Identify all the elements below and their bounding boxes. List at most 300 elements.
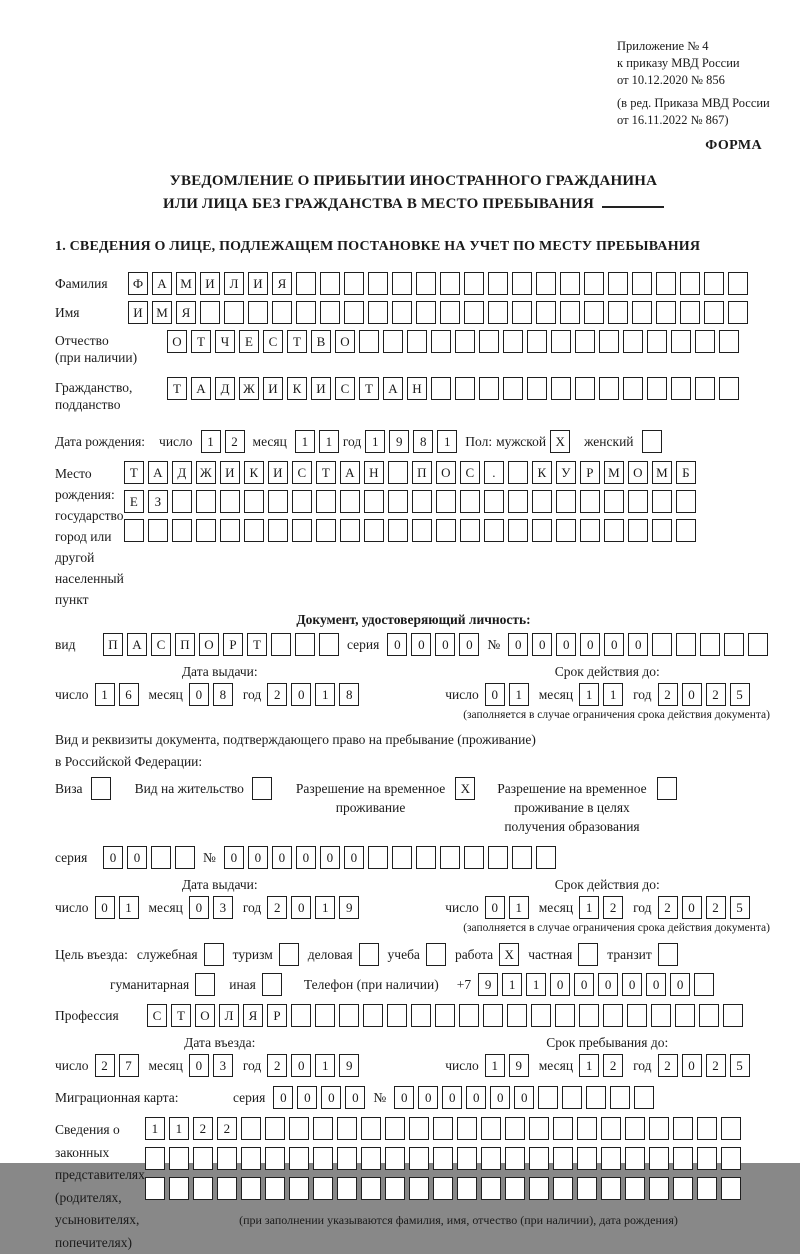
form-cell: 0	[291, 683, 311, 706]
option-temp-residence-education-label	[497, 777, 646, 836]
residence-series-cells	[103, 846, 195, 869]
residence-permit-checkbox	[252, 777, 272, 800]
form-cell	[244, 490, 264, 513]
form-cell	[241, 1117, 261, 1140]
form-cell: 1	[315, 1054, 335, 1077]
form-cell	[529, 1147, 549, 1170]
year-label: год	[633, 683, 651, 707]
phone-prefix: +7	[457, 973, 471, 997]
form-cell: 9	[509, 1054, 529, 1077]
form-cell: 0	[550, 973, 570, 996]
form-cell	[536, 846, 556, 869]
form-cell: А	[148, 461, 168, 484]
form-cell	[193, 1147, 213, 1170]
migration-series-cells	[273, 1086, 365, 1109]
form-cell	[488, 846, 508, 869]
form-cell: 0	[485, 896, 505, 919]
form-cell: В	[311, 330, 331, 353]
form-cell: О	[628, 461, 648, 484]
form-cell: 0	[508, 633, 528, 656]
form-cell	[673, 1117, 693, 1140]
doc-series-cells	[387, 633, 479, 656]
label-line: Разрешение на временное	[296, 779, 445, 798]
form-cell	[671, 330, 691, 353]
title-underline-blank	[602, 192, 664, 208]
form-cell	[244, 519, 264, 542]
form-cell	[634, 1086, 654, 1109]
form-cell	[601, 1117, 621, 1140]
identity-doc-dates	[55, 683, 772, 707]
purpose-label: Цель въезда:	[55, 943, 128, 967]
female-label: женский	[584, 430, 633, 454]
form-cell	[175, 846, 195, 869]
residence-date-headings	[55, 877, 772, 893]
form-cell	[512, 846, 532, 869]
form-cell: 0	[442, 1086, 462, 1109]
form-cell: С	[292, 461, 312, 484]
option-label: служебная	[137, 943, 198, 967]
form-cell	[361, 1147, 381, 1170]
form-cell	[436, 490, 456, 513]
form-cell: А	[191, 377, 211, 400]
issue-date-group	[55, 683, 359, 707]
birth-year-cells	[365, 430, 457, 453]
form-cell	[649, 1117, 669, 1140]
form-cell	[361, 1117, 381, 1140]
form-cell	[608, 272, 628, 295]
form-cell	[319, 633, 339, 656]
form-cell: 2	[193, 1117, 213, 1140]
label-line: Разрешение на временное	[497, 779, 646, 798]
month-label: месяц	[149, 683, 183, 707]
form-cell	[315, 1004, 335, 1027]
form-cell	[220, 490, 240, 513]
form-cell	[433, 1147, 453, 1170]
form-cell	[503, 377, 523, 400]
form-cell	[464, 272, 484, 295]
patronymic-row	[55, 330, 772, 372]
form-cell: 0	[189, 683, 209, 706]
form-cell	[556, 519, 576, 542]
form-cell	[697, 1147, 717, 1170]
form-cell	[292, 490, 312, 513]
option-other	[229, 973, 282, 997]
form-cell	[652, 490, 672, 513]
patronymic-label-line: Отчество	[55, 332, 167, 349]
form-cell: 0	[189, 896, 209, 919]
form-cell	[416, 272, 436, 295]
form-cell: Р	[580, 461, 600, 484]
month-label: месяц	[539, 1054, 573, 1078]
form-cell: 0	[604, 633, 624, 656]
year-label: год	[633, 1054, 651, 1078]
form-cell: Н	[364, 461, 384, 484]
entry-date-headings	[55, 1035, 772, 1051]
form-cell	[536, 301, 556, 324]
form-cell	[339, 1004, 359, 1027]
citizenship-label-line: подданство	[55, 396, 167, 413]
form-cell	[392, 272, 412, 295]
identity-doc-row	[55, 633, 772, 657]
year-label: год	[243, 896, 261, 920]
expiry-note: (заполняется в случае ограничения срока действия документа)	[55, 709, 772, 721]
surname-row	[55, 272, 772, 296]
issue-day-cells	[95, 896, 139, 919]
private-checkbox	[578, 943, 598, 966]
purpose-row2	[55, 973, 772, 997]
form-cell	[268, 519, 288, 542]
form-cell	[529, 1177, 549, 1200]
form-cell	[457, 1147, 477, 1170]
issue-date-group	[55, 896, 359, 920]
form-cell: 0	[272, 846, 292, 869]
form-cell	[527, 330, 547, 353]
form-cell	[675, 1004, 695, 1027]
doc-kind-label: вид	[55, 633, 103, 657]
form-cell	[385, 1177, 405, 1200]
expiry-note: (заполняется в случае ограничения срока действия документа)	[55, 922, 772, 934]
form-cell	[604, 519, 624, 542]
form-cell: 9	[389, 430, 409, 453]
form-cell	[553, 1177, 573, 1200]
form-cell: Я	[176, 301, 196, 324]
form-cell: Н	[407, 377, 427, 400]
form-cell	[484, 519, 504, 542]
form-cell: 1	[169, 1117, 189, 1140]
form-cell	[553, 1147, 573, 1170]
form-cell: Т	[191, 330, 211, 353]
form-cell: 2	[95, 1054, 115, 1077]
form-cell	[385, 1117, 405, 1140]
form-cell	[719, 377, 739, 400]
form-cell	[295, 633, 315, 656]
representatives-row1	[145, 1117, 741, 1140]
day-label: число	[55, 1054, 89, 1078]
form-cell	[728, 301, 748, 324]
form-cell	[368, 301, 388, 324]
option-private	[528, 943, 598, 967]
form-cell	[241, 1147, 261, 1170]
form-cell	[484, 490, 504, 513]
form-cell	[200, 301, 220, 324]
doc-kind-cells	[103, 633, 339, 656]
series-label: серия	[233, 1086, 265, 1110]
option-label: частная	[528, 943, 572, 967]
citizenship-row	[55, 377, 772, 421]
series-label: серия	[55, 846, 103, 870]
migration-card-label: Миграционная карта:	[55, 1086, 207, 1110]
form-cell: Т	[287, 330, 307, 353]
form-cell: 9	[478, 973, 498, 996]
month-label: месяц	[149, 1054, 183, 1078]
form-cell: И	[268, 461, 288, 484]
form-cell: 5	[730, 896, 750, 919]
form-cell	[217, 1177, 237, 1200]
form-cell	[505, 1117, 525, 1140]
phone-label: Телефон (при наличии)	[304, 973, 439, 997]
form-cell	[340, 519, 360, 542]
form-cell: Р	[223, 633, 243, 656]
form-cell	[145, 1147, 165, 1170]
form-cell	[265, 1117, 285, 1140]
migration-number-cells	[394, 1086, 654, 1109]
expiry-month-cells	[579, 683, 623, 706]
form-cell	[483, 1004, 503, 1027]
form-cell	[440, 272, 460, 295]
form-cell	[603, 1004, 623, 1027]
form-cell	[460, 519, 480, 542]
form-cell	[586, 1086, 606, 1109]
form-cell: 3	[213, 896, 233, 919]
form-cell	[481, 1177, 501, 1200]
form-cell: 0	[580, 633, 600, 656]
form-title-line1: УВЕДОМЛЕНИЕ О ПРИБЫТИИ ИНОСТРАННОГО ГРАЖДАНИНА	[55, 170, 772, 192]
form-cell	[363, 1004, 383, 1027]
representatives-label-line: представителях	[55, 1164, 145, 1187]
patronymic-label	[55, 330, 167, 366]
form-cell: 1	[526, 973, 546, 996]
form-cell: К	[287, 377, 307, 400]
birth-place-block	[55, 461, 772, 610]
form-cell	[601, 1177, 621, 1200]
form-cell	[608, 301, 628, 324]
day-label: число	[445, 1054, 479, 1078]
option-label: учеба	[388, 943, 420, 967]
form-cell: Р	[267, 1004, 287, 1027]
form-cell	[529, 1117, 549, 1140]
option-temp-residence	[296, 777, 475, 817]
form-cell	[536, 272, 556, 295]
form-cell: 0	[556, 633, 576, 656]
forma-label: ФОРМА	[55, 138, 772, 154]
form-cell: 5	[730, 1054, 750, 1077]
form-cell	[512, 272, 532, 295]
profession-label: Профессия	[55, 1004, 147, 1028]
form-cell	[697, 1117, 717, 1140]
option-transit	[607, 943, 678, 967]
residence-number-cells	[224, 846, 556, 869]
form-cell	[599, 377, 619, 400]
form-cell	[416, 846, 436, 869]
form-cell: 1	[315, 896, 335, 919]
form-cell: 2	[706, 683, 726, 706]
form-cell: 6	[119, 683, 139, 706]
form-cell: 2	[658, 683, 678, 706]
form-cell: 0	[189, 1054, 209, 1077]
form-cell	[676, 633, 696, 656]
form-cell: 0	[459, 633, 479, 656]
form-cell: Ч	[215, 330, 235, 353]
issue-year-cells	[267, 683, 359, 706]
form-cell: 8	[413, 430, 433, 453]
form-cell	[695, 330, 715, 353]
form-cell: Л	[224, 272, 244, 295]
entry-month-cells	[189, 1054, 233, 1077]
day-label: число	[55, 896, 89, 920]
representatives-label-line: попечителях)	[55, 1232, 145, 1254]
entry-date-heading: Дата въезда:	[55, 1035, 385, 1051]
form-cell	[527, 377, 547, 400]
citizenship-label	[55, 377, 167, 413]
representatives-cells	[145, 1117, 772, 1254]
form-cell: О	[167, 330, 187, 353]
form-cell	[431, 330, 451, 353]
form-cell: 2	[225, 430, 245, 453]
residence-intro-line1: Вид и реквизиты документа, подтверждающего право на пребывание (проживание)	[55, 729, 772, 751]
form-cell: 0	[418, 1086, 438, 1109]
form-cell: 2	[658, 896, 678, 919]
form-cell	[610, 1086, 630, 1109]
form-cell	[364, 490, 384, 513]
form-cell	[580, 519, 600, 542]
label-line: проживание в целях	[497, 798, 646, 817]
form-cell	[169, 1177, 189, 1200]
form-cell	[623, 330, 643, 353]
form-cell	[623, 377, 643, 400]
form-cell: М	[604, 461, 624, 484]
form-cell: 0	[95, 896, 115, 919]
phone-cells	[478, 973, 714, 996]
entry-year-cells	[267, 1054, 359, 1077]
form-cell: 0	[127, 846, 147, 869]
form-cell: Ж	[239, 377, 259, 400]
representatives-note: (при заполнении указываются фамилия, имя, отчество (при наличии), дата рождения)	[145, 1213, 772, 1228]
form-cell	[673, 1177, 693, 1200]
form-cell	[676, 519, 696, 542]
form-cell	[532, 490, 552, 513]
form-cell: 1	[319, 430, 339, 453]
form-cell: С	[151, 633, 171, 656]
form-cell: И	[200, 272, 220, 295]
form-cell	[625, 1117, 645, 1140]
form-cell: Т	[359, 377, 379, 400]
form-cell	[584, 301, 604, 324]
form-cell: 2	[267, 896, 287, 919]
form-cell	[508, 461, 528, 484]
option-label: туризм	[233, 943, 273, 967]
birth-place-labels	[55, 461, 124, 610]
form-cell	[265, 1147, 285, 1170]
form-cell	[392, 846, 412, 869]
form-cell	[145, 1177, 165, 1200]
form-cell: А	[383, 377, 403, 400]
form-cell	[409, 1117, 429, 1140]
representatives-row3	[145, 1177, 741, 1200]
form-cell: Е	[124, 490, 144, 513]
form-cell: М	[152, 301, 172, 324]
form-cell	[628, 519, 648, 542]
form-cell	[704, 272, 724, 295]
form-cell	[455, 377, 475, 400]
form-cell: 5	[730, 683, 750, 706]
form-cell	[464, 301, 484, 324]
form-cell	[748, 633, 768, 656]
label-line: получения образования	[497, 817, 646, 836]
form-cell: Я	[272, 272, 292, 295]
form-cell	[268, 490, 288, 513]
form-cell	[368, 272, 388, 295]
doc-number-cells	[508, 633, 768, 656]
form-cell	[695, 377, 715, 400]
form-cell	[488, 301, 508, 324]
form-cell	[488, 272, 508, 295]
form-cell	[697, 1177, 717, 1200]
option-label: транзит	[607, 943, 652, 967]
number-label: №	[203, 846, 216, 870]
issue-day-cells	[95, 683, 139, 706]
form-cell	[224, 301, 244, 324]
form-cell: 0	[466, 1086, 486, 1109]
form-cell: С	[263, 330, 283, 353]
form-cell	[416, 301, 436, 324]
expiry-year-cells	[658, 896, 750, 919]
form-cell: О	[335, 330, 355, 353]
form-cell	[579, 1004, 599, 1027]
expiry-date-heading: Срок действия до:	[443, 664, 773, 680]
annex-block	[617, 38, 772, 129]
form-cell	[503, 330, 523, 353]
form-cell	[337, 1147, 357, 1170]
option-label: иная	[229, 973, 256, 997]
form-cell: 0	[514, 1086, 534, 1109]
form-cell: 0	[320, 846, 340, 869]
entry-day-cells	[95, 1054, 139, 1077]
issue-date-heading: Дата выдачи:	[55, 877, 385, 893]
study-checkbox	[426, 943, 446, 966]
option-official	[137, 943, 224, 967]
form-cell: 1	[579, 1054, 599, 1077]
form-cell: 0	[345, 1086, 365, 1109]
form-cell: 0	[394, 1086, 414, 1109]
form-cell	[723, 1004, 743, 1027]
female-checkbox	[642, 430, 662, 453]
form-cell: О	[199, 633, 219, 656]
form-cell: У	[556, 461, 576, 484]
form-cell	[431, 377, 451, 400]
form-cell: О	[436, 461, 456, 484]
form-cell	[577, 1177, 597, 1200]
form-cell: 0	[532, 633, 552, 656]
form-cell: 1	[315, 683, 335, 706]
form-cell: 0	[273, 1086, 293, 1109]
form-cell: Т	[124, 461, 144, 484]
form-cell: Л	[219, 1004, 239, 1027]
form-cell: 2	[706, 1054, 726, 1077]
stay-month-cells	[579, 1054, 623, 1077]
form-cell	[625, 1147, 645, 1170]
representatives-label-line: законных	[55, 1142, 145, 1165]
residence-dates	[55, 896, 772, 920]
form-cell	[313, 1117, 333, 1140]
form-title-line2-text: ИЛИ ЛИЦА БЕЗ ГРАЖДАНСТВА В МЕСТО ПРЕБЫВАНИЯ	[163, 196, 594, 212]
amendment-line: от 16.11.2022 № 867)	[617, 112, 772, 129]
form-cell	[388, 461, 408, 484]
form-cell	[481, 1147, 501, 1170]
birth-place-row2	[124, 490, 696, 513]
form-cell	[551, 330, 571, 353]
form-cell	[704, 301, 724, 324]
form-cell: 1	[509, 896, 529, 919]
tourism-checkbox	[279, 943, 299, 966]
form-cell: 9	[339, 896, 359, 919]
form-cell: 1	[579, 683, 599, 706]
form-cell	[464, 846, 484, 869]
form-cell: С	[335, 377, 355, 400]
form-cell: К	[532, 461, 552, 484]
day-label: число	[159, 430, 193, 454]
option-work	[455, 943, 519, 967]
form-cell	[435, 1004, 455, 1027]
